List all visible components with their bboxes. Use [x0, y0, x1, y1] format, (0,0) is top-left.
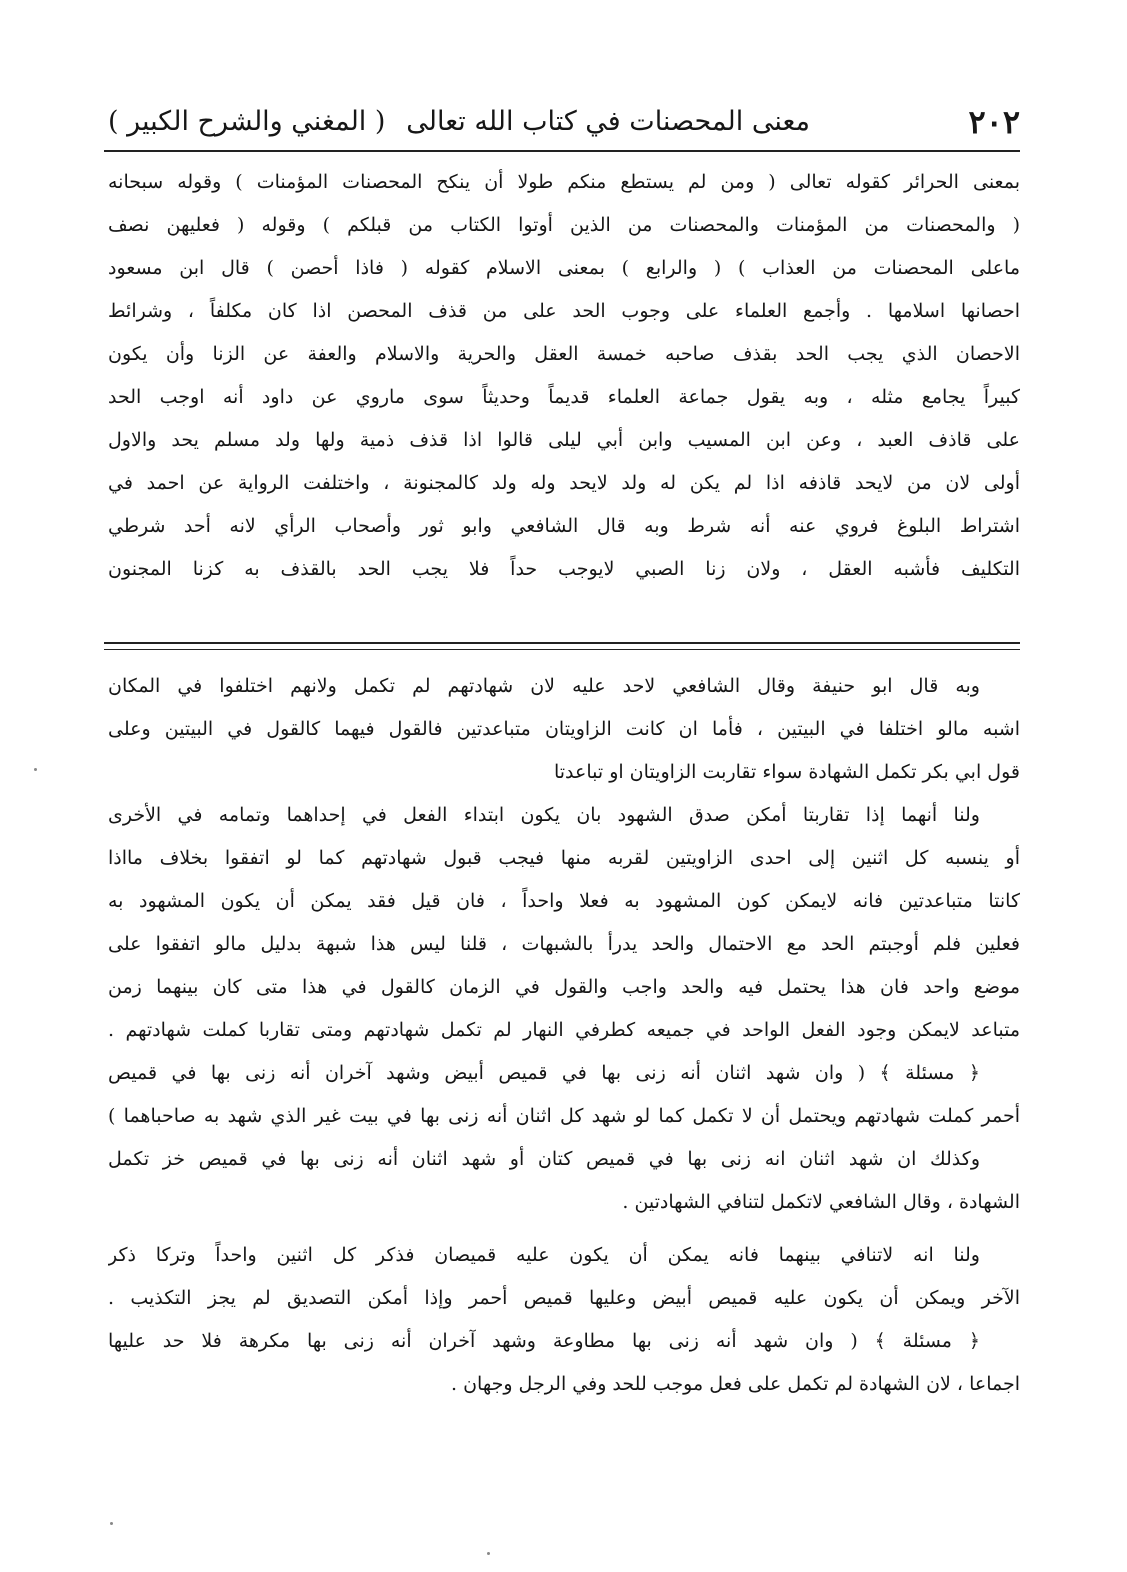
scan-speck [110, 1522, 113, 1525]
book-title: ( المغني والشرح الكبير ) [108, 106, 386, 137]
commentary-line-16: ﴿ مسئلة ﴾ ( وان شهد أنه زنى بها مطاوعة وشهد آخران أنه زنى بها مكرهة فلا حد عليها [108, 1330, 980, 1352]
commentary-line-2: اشبه مالو اختلفا في البيتين ، فأما ان كانت الزاويتان متباعدتين فالقول فيهما كالقول في البيتين وعلى [108, 718, 1020, 740]
commentary-line-8: موضع واحد فان هذا يحتمل فيه والحد واجب والقول في الزمان كالقول في هذا متى كان بينهما زمن [108, 976, 1020, 998]
page-number: ٢٠٢ [968, 103, 1020, 141]
scan-speck [487, 1552, 490, 1555]
header-rule [104, 150, 1020, 152]
main-line-3: ماعلى المحصنات من العذاب ) ( والرابع ) بمعنى الاسلام كقوله ( فاذا أحصن ) قال ابن مسعود [108, 257, 1020, 279]
commentary-line-6: كانتا متباعدتين فانه لايمكن كون المشهود به فعلا واحداً ، فان قيل فقد يمكن أن يكون المشهود به [108, 890, 1020, 912]
commentary-line-3: قول ابي بكر تكمل الشهادة سواء تقاربت الزاويتان او تباعدتا [553, 761, 1020, 783]
main-line-5: الاحصان الذي يجب الحد بقذف صاحبه خمسة العقل والحرية والاسلام والعفة عن الزنا وأن يكون [108, 343, 1020, 365]
commentary-line-12: وكذلك ان شهد اثنان انه زنى بها في قميص كتان أو شهد اثنان أنه زنى بها في قميص خز تكمل [108, 1148, 980, 1170]
commentary-line-15: الآخر ويمكن أن يكون عليه قميص أبيض وعليها قميص أحمر وإذا أمكن التصديق لم يجز التكذيب . [108, 1287, 1020, 1309]
main-line-9: اشتراط البلوغ فروي عنه أنه شرط وبه قال الشافعي وابو ثور وأصحاب الرأي لانه أحد شرطي [108, 515, 1020, 537]
main-text [108, 160, 1020, 630]
commentary-text [108, 664, 1020, 1424]
commentary-line-1: وبه قال ابو حنيفة وقال الشافعي لاحد عليه لان شهادتهم لم تكمل ولانهم اختلفوا في المكان [108, 675, 980, 697]
commentary-line-14: ولنا انه لاتنافي بينهما فانه يمكن أن يكون عليه قميصان فذكر كل اثنين واحداً وتركا ذكر [108, 1244, 980, 1266]
section-divider-bottom [104, 649, 1020, 650]
commentary-line-10: ﴿ مسئلة ﴾ ( وان شهد اثنان أنه زنى بها في قميص أبيض وشهد آخران أنه زنى بها في قميص [108, 1062, 980, 1084]
commentary-line-11: أحمر كملت شهادتهم ويحتمل أن لا تكمل كما لو شهد كل اثنان أنه زنى بها في بيت غير الذي شهد به صاحباهما ) [108, 1105, 1020, 1127]
main-line-6: كبيراً يجامع مثله ، وبه يقول جماعة العلماء قديماً وحديثاً سوى ماروي عن داود أنه اوجب الحد [108, 386, 1020, 408]
commentary-line-9: متباعد لايمكن وجود الفعل الواحد في جميعه كطرفي النهار لم تكمل شهادتهم ومتى تقاربا كملت شهادتهم . [108, 1019, 1020, 1041]
scan-speck [34, 768, 37, 771]
commentary-line-17: اجماعا ، لان الشهادة لم تكمل على فعل موجب للحد وفي الرجل وجهان . [451, 1373, 1020, 1395]
commentary-line-4: ولنا أنهما إذا تقاربتا أمكن صدق الشهود بان يكون ابتداء الفعل في إحداهما وتمامه في الأخرى [108, 804, 980, 826]
main-line-10: التكليف فأشبه العقل ، ولان زنا الصبي لايوجب حداً فلا يجب الحد بالقذف به كزنا المجنون [108, 558, 1020, 580]
main-line-7: على قاذف العبد ، وعن ابن المسيب وابن أبي ليلى قالوا اذا قذف ذمية ولها ولد مسلم يحد والاول [108, 429, 1020, 451]
main-line-2: ( والمحصنات من المؤمنات والمحصنات من الذين أوتوا الكتاب من قبلكم ) وقوله ( فعليهن نصف [108, 214, 1020, 236]
main-line-1: بمعنى الحرائر كقوله تعالى ( ومن لم يستطع منكم طولا أن ينكح المحصنات المؤمنات ) وقوله سبحانه [108, 171, 1020, 193]
page-header [108, 96, 1020, 148]
main-line-4: احصانها اسلامها . وأجمع العلماء على وجوب الحد على من قذف المحصن اذا كان مكلفاً ، وشرائط [108, 300, 1020, 322]
commentary-line-5: أو ينسبه كل اثنين إلى احدى الزاويتين لقربه منها فيجب قبول شهادتهم كما لو اتفقوا بخلاف مااذا [108, 847, 1020, 869]
main-line-8: أولى لان من لايحد قاذفه اذا لم يكن له ولد لايحد وله ولد كالمجنونة ، واختلفت الرواية عن احمد في [108, 472, 1020, 494]
running-title: معنى المحصنات في كتاب الله تعالى [406, 106, 810, 137]
commentary-line-13: الشهادة ، وقال الشافعي لاتكمل لتنافي الشهادتين . [622, 1191, 1020, 1213]
commentary-line-7: فعلين فلم أوجبتم الحد مع الاحتمال والحد يدرأ بالشبهات ، قلنا ليس هذا شبهة بدليل مالو اتفقوا على [108, 933, 1020, 955]
section-divider-top [104, 642, 1020, 644]
